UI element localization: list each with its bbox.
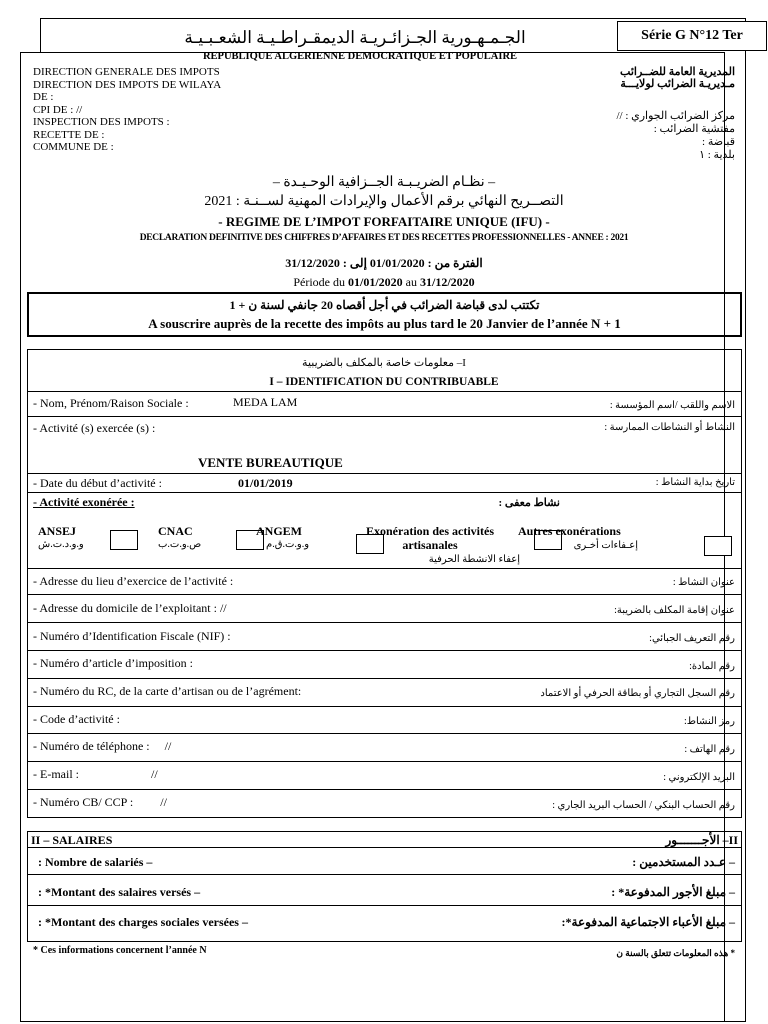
row-divider bbox=[27, 416, 742, 417]
address-activity-label-ar: عنوان النشاط : bbox=[672, 577, 735, 588]
row-divider bbox=[27, 492, 742, 493]
row-divider bbox=[27, 733, 742, 734]
start-date-value: 01/01/2019 bbox=[238, 476, 293, 490]
bank-account-label-ar: رقم الحساب البنكي / الحساب البريد الجاري : bbox=[552, 800, 735, 811]
activity-code-label: - Code d’activité : bbox=[33, 712, 120, 726]
row-divider bbox=[27, 761, 742, 762]
exempt-cnac-label-ar: ص.و.ت.ب bbox=[158, 539, 202, 550]
row-divider bbox=[27, 594, 742, 595]
fr-period-prefix: Période du bbox=[293, 275, 348, 289]
footnote-fr: * Ces informations concernent l’année N bbox=[33, 945, 207, 956]
address-home-label: - Adresse du domicile de l’exploitant : // bbox=[33, 601, 227, 615]
admin-line-ar: مركز الضرائب الجواري : // bbox=[616, 110, 735, 122]
exempt-angem-label-ar: و.و.ت.ق.م bbox=[266, 539, 310, 550]
exempt-angem-label: ANGEM bbox=[256, 524, 302, 538]
row-divider bbox=[27, 473, 742, 474]
admin-line-ar: مـديريـة الضرائب لولايـــة bbox=[620, 78, 735, 90]
article-label: - Numéro d’article d’imposition : bbox=[33, 656, 193, 670]
fr-period-from: 01/01/2020 bbox=[347, 275, 403, 289]
admin-block-ar bbox=[435, 66, 735, 162]
exempt-ansej-checkbox[interactable] bbox=[110, 530, 138, 550]
admin-line-ar: المديرية العامة للضــرائب bbox=[620, 66, 735, 78]
row-divider bbox=[27, 650, 742, 651]
admin-line: COMMUNE DE : bbox=[33, 141, 114, 153]
section1-title-fr: I – IDENTIFICATION DU CONTRIBUABLE bbox=[269, 376, 499, 388]
row-divider bbox=[27, 706, 742, 707]
name-label-ar: الاسم واللقب /اسم المؤسسة : bbox=[609, 400, 735, 411]
admin-line: DE : bbox=[33, 91, 54, 103]
admin-line-ar: قباضة : bbox=[702, 136, 735, 148]
nif-label-ar: رقم التعريف الجبائي: bbox=[649, 633, 735, 644]
name-value: MEDA LAM bbox=[233, 395, 298, 409]
row-divider bbox=[27, 622, 742, 623]
exempt-artisan-label-ar: إعفاء الانشطة الحرفية bbox=[428, 554, 520, 565]
article-label-ar: رقم المادة: bbox=[689, 661, 735, 672]
rc-label-ar: رقم السجل التجاري أو بطاقة الحرفي أو الاعتماد bbox=[540, 688, 735, 699]
exempt-other-label-ar: إعـفاءات أخـرى bbox=[573, 540, 638, 551]
ar-regime-title: – نظـام الضريـبـة الجــزافية الوحـيـدة – bbox=[272, 175, 496, 190]
exempt-other-label: Autres exonérations bbox=[518, 524, 621, 538]
exempt-ansej-label: ANSEJ bbox=[38, 524, 77, 538]
notice-fr: A souscrire auprès de la recette des impôts au plus tard le 20 Janvier de l’année N + 1 bbox=[148, 316, 621, 331]
nif-label: - Numéro d’Identification Fiscale (NIF) : bbox=[33, 629, 231, 643]
activity-label-ar: النشاط أو النشاطات الممارسة : bbox=[604, 422, 735, 433]
activity-code-label-ar: رمز النشاط: bbox=[683, 716, 735, 727]
activity-value: VENTE BUREAUTIQUE bbox=[198, 455, 343, 470]
row-divider bbox=[27, 847, 742, 848]
fr-regime-title: - REGIME DE L’IMPOT FORFAITAIRE UNIQUE (IFU) - bbox=[218, 214, 550, 229]
exempt-other-checkbox[interactable] bbox=[704, 536, 732, 556]
address-activity-label: - Adresse du lieu d’exercice de l’activité : bbox=[33, 574, 234, 588]
employee-count-label-ar: – عـدد المستخدمين : bbox=[632, 855, 735, 869]
activity-label: - Activité (s) exercée (s) : bbox=[33, 421, 156, 435]
row-divider bbox=[27, 391, 742, 392]
section1-title-ar: I– معلومات خاصة بالمكلف بالضريبية bbox=[302, 357, 466, 369]
salaries-paid-label: : *Montant des salaires versés – bbox=[38, 885, 201, 899]
exempt-label-ar: نشاط معفى : bbox=[498, 497, 560, 509]
row-divider bbox=[27, 905, 742, 906]
admin-line-ar: مفتشية الضرائب : bbox=[653, 123, 735, 135]
social-charges-label: : *Montant des charges sociales versées – bbox=[38, 915, 248, 929]
phone-label-ar: رقم الهاتف : bbox=[684, 744, 735, 755]
footnote-ar: * هذه المعلومات تتعلق بالسنة ن bbox=[616, 948, 735, 958]
name-label: - Nom, Prénom/Raison Sociale : bbox=[33, 396, 189, 410]
admin-line: DIRECTION DES IMPOTS DE WILAYA bbox=[33, 78, 222, 91]
admin-line-ar: بلدية : ١ bbox=[699, 149, 735, 161]
salaries-paid-label-ar: – مبلغ الأجور المدفوعة* : bbox=[611, 885, 735, 899]
start-date-label: - Date du début d’activité : bbox=[33, 476, 162, 490]
admin-line: RECETTE DE : bbox=[33, 128, 105, 141]
employee-count-label: : Nombre de salariés – bbox=[38, 855, 153, 869]
exempt-ansej-label-ar: و.و.د.ت.ش bbox=[38, 539, 84, 550]
notice-box bbox=[27, 292, 742, 337]
rc-label: - Numéro du RC, de la carte d’artisan ou de l’agrément: bbox=[33, 684, 302, 698]
admin-line: DIRECTION GENERALE DES IMPOTS bbox=[33, 66, 220, 78]
fr-declaration-title: DECLARATION DEFINITIVE DES CHIFFRES D’AFFAIRES ET DES RECETTES PROFESSIONNELLES - ANNEE : 2021 bbox=[139, 233, 629, 243]
fr-period bbox=[200, 275, 568, 290]
admin-line: INSPECTION DES IMPOTS : bbox=[33, 116, 170, 128]
email-label: - E-mail : // bbox=[33, 767, 158, 781]
row-divider bbox=[27, 678, 742, 679]
phone-label: - Numéro de téléphone : // bbox=[33, 739, 172, 753]
bank-account-label: - Numéro CB/ CCP : // bbox=[33, 795, 167, 809]
exempt-label: - Activité exonérée : bbox=[33, 495, 135, 509]
section2-title-fr: II – SALAIRES bbox=[31, 833, 113, 847]
notice-ar: تكتتب لدى قباضة الضرائب في أجل أقصاه 20 جانفي لسنة ن + 1 bbox=[229, 298, 540, 312]
arabic-republic-title: الجـمـهـورية الجـزائـريـة الديمقـراطـيـة الشعـبـيـة bbox=[184, 28, 526, 47]
admin-line: CPI DE : // bbox=[33, 103, 83, 116]
section2-title-ar: II– الأجـــــــور bbox=[665, 833, 738, 847]
ar-period: الفترة من : 01/01/2020 إلى : 31/12/2020 bbox=[285, 256, 483, 270]
admin-block-fr bbox=[33, 66, 333, 154]
french-republic-title: REPUBLIQUE ALGERIENNE DEMOCRATIQUE ET POPULAIRE bbox=[202, 51, 518, 62]
social-charges-label-ar: – مبلغ الأعباء الاجتماعية المدفوعة*: bbox=[561, 915, 735, 929]
start-date-label-ar: تاريخ بداية النشاط : bbox=[655, 477, 735, 488]
exempt-artisan-label: Exonération des activités artisanales bbox=[366, 524, 494, 552]
fr-period-mid: au bbox=[402, 275, 420, 289]
ar-declaration-title: التصــريح النهائي برقم الأعمال والإيرادات المهنية لســنـة : 2021 bbox=[204, 194, 564, 209]
row-divider bbox=[27, 568, 742, 569]
row-divider bbox=[27, 874, 742, 875]
row-divider bbox=[27, 789, 742, 790]
email-label-ar: البريد الإلكتروني : bbox=[663, 772, 735, 783]
address-home-label-ar: عنوان إقامة المكلف بالضريبة: bbox=[614, 605, 735, 616]
fr-period-to: 31/12/2020 bbox=[419, 275, 475, 289]
serie-label: Série G N°12 Ter bbox=[617, 21, 767, 51]
exempt-cnac-label: CNAC bbox=[158, 524, 193, 538]
